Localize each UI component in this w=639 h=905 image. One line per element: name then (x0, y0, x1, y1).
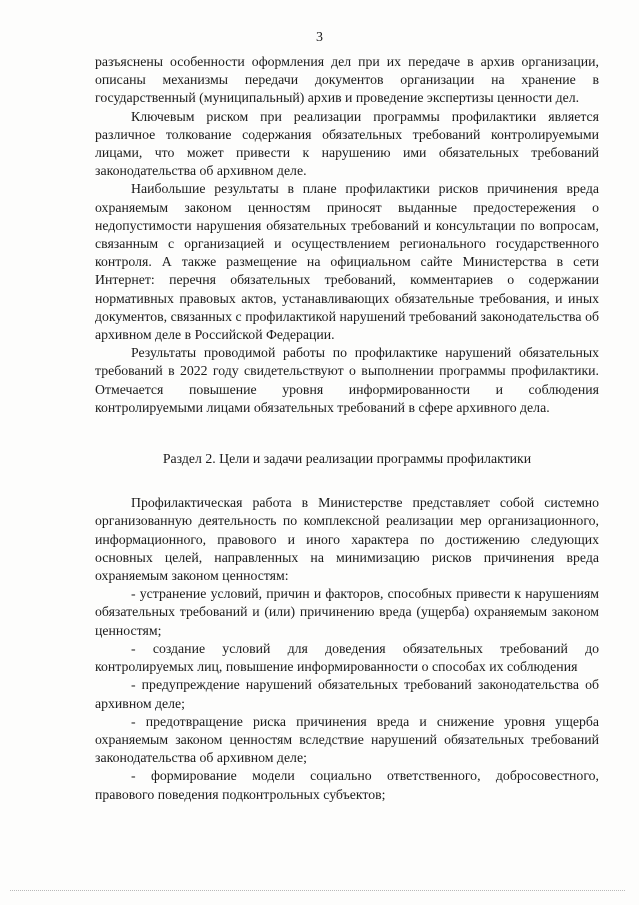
paragraph-section-intro: Профилактическая работа в Министерстве представляет собой системно организованную деятельность по комплексной реализации мер организационного, информационного, правового и иного характера по достижению следующих основных целей, направленных на минимизацию рисков причинения вреда охраняемым законом ценностям: (95, 495, 599, 584)
scan-edge-line (10, 890, 625, 891)
paragraph-best-results: Наибольшие результаты в плане профилактики рисков причинения вреда охраняемым законом ценностям приносят выданные предостережения о недопустимости нарушения обязательных требований и консультации по вопросам, связанным с организацией и осуществлением регионального государственного контроля. А также размещение на официальном сайте Министерства в сети Интернет: перечня обязательных требований, комментариев о содержании нормативных правовых актов, устанавливающих обязательные требования, и иных документов, связанных с профилактикой нарушений требований законодательства об архивном деле в Российской Федерации. (95, 181, 599, 343)
page-body (95, 53, 599, 804)
list-item: - предотвращение риска причинения вреда и снижение уровня ущерба охраняемым законом ценностям вследствие нарушений обязательных требований законодательства об архивном деле; (95, 713, 599, 766)
page-number: 3 (316, 30, 323, 45)
section-heading: Раздел 2. Цели и задачи реализации программы профилактики (162, 451, 532, 467)
list-item: - формирование модели социально ответственного, добросовестного, правового поведения подконтрольных субъектов; (95, 768, 599, 802)
paragraph-results-2022: Результаты проводимой работы по профилактике нарушений обязательных требований в 2022 году свидетельствуют о выполнении программы профилактики. Отмечается повышение уровня информированности и соблюдения контролируемыми лицами обязательных требований в сфере архивного дела. (95, 345, 599, 415)
list-item: - предупреждение нарушений обязательных требований законодательства об архивном деле; (95, 677, 599, 711)
list-item: - создание условий для доведения обязательных требований до контролируемых лиц, повышение информированности о способах их соблюдения (95, 640, 599, 675)
paragraph-key-risk: Ключевым риском при реализации программы профилактики является различное толкование содержания обязательных требований контролируемыми лицами, что может привести к нарушению ими обязательных требований законодательства об архивном деле. (95, 108, 599, 179)
list-item: - устранение условий, причин и факторов, способных привести к нарушениям обязательных требований и (или) причинению вреда (ущерба) охраняемым законом ценностям; (95, 586, 599, 638)
paragraph-continuation: разъяснены особенности оформления дел при их передаче в архив организации, описаны механизмы передачи документов организации на хранение в государственный (муниципальный) архив и проведение экспертизы ценности дел. (95, 54, 599, 106)
